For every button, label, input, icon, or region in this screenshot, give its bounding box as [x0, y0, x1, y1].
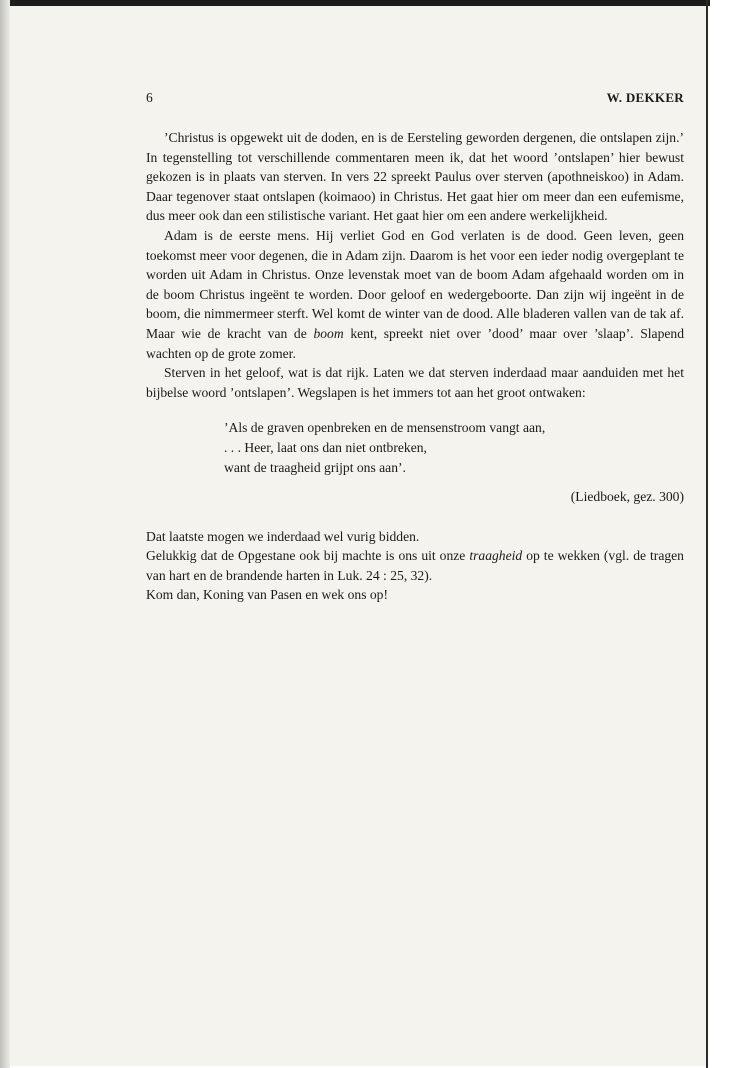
hymn-quote — [224, 418, 684, 477]
paragraph-2-text: Adam is de eerste mens. Hij verliet God en God verlaten is de dood. Geen leven, geen toekomst meer voor degenen, die in Adam zijn. Daarom is het voor een ieder nodig overgeplant te worden uit Adam in Christus. Onze levenstak moet van de boom Adam afgehaald worden om in de boom Christus ingeënt te worden. Door geloof en wedergeboorte. Dan zijn wij ingeënt in de boom, die nimmermeer sterft. Wel komt de winter van de dood. Alle bladeren vallen van de tak af. Maar wie de kracht van de — [146, 227, 684, 341]
paragraph-2-text-end: kent, spreekt niet over ’dood’ maar over ’slaap’. Slapend wachten op de grote zomer. — [146, 325, 685, 361]
closing-line-1: Dat laatste mogen we inderdaad wel vurig bidden. — [146, 528, 420, 544]
scan-left-shadow — [0, 0, 10, 1068]
hymn-line-3: want de traagheid grijpt ons aan’. — [224, 459, 406, 475]
hymn-line-2: . . . Heer, laat ons dan niet ontbreken, — [224, 439, 427, 455]
closing-line-2 — [146, 546, 684, 585]
page-header — [146, 90, 684, 110]
emphasis-boom: boom — [313, 325, 344, 341]
paragraph-1: ’Christus is opgewekt uit de doden, en is de Eersteling geworden dergenen, die ontslapen zijn.’ In tegenstelling tot verschillende commentaren meen ik, dat het woord ’ontslapen’ hier bewust gekozen is in plaats van sterven. In vers 22 spreekt Paulus over sterven (apothneiskoo) in Adam. Daar tegenover staat ontslapen (koimaoo) in Christus. Het gaat hier om meer dan een eufemisme, dus meer ook dan een stilistische variant. Het gaat hier om een andere werkelijkheid. — [146, 130, 684, 224]
hymn-line-1: ’Als de graven openbreken en de mensenstroom vangt aan, — [224, 420, 546, 436]
scan-right-border — [706, 0, 708, 1068]
scan-top-border — [0, 0, 738, 6]
paragraph-3: Sterven in het geloof, wat is dat rijk. Laten we dat sterven inderdaad maar aanduiden met het bijbelse woord ’ontslapen’. Wegslapen is het immers tot aan het groot ontwaken: — [146, 365, 684, 400]
closing-line-2-text: Gelukkig dat de Opgestane ook bij machte is ons uit onze — [146, 548, 466, 564]
scan-right-margin — [710, 0, 738, 1068]
paragraph-2 — [146, 226, 684, 363]
running-head-author: W. DEKKER — [606, 90, 684, 105]
body-text — [146, 128, 684, 605]
hymn-citation: (Liedboek, gez. 300) — [570, 489, 684, 505]
closing-line-3: Kom dan, Koning van Pasen en wek ons op! — [146, 587, 389, 603]
closing-line-2-text-end: op te wekken (vgl. de tragen van hart en de brandende harten in Luk. 24 : 25, 32). — [146, 548, 684, 583]
page-number: 6 — [146, 90, 153, 105]
closing-section — [146, 527, 684, 605]
emphasis-traagheid: traagheid — [469, 548, 523, 564]
